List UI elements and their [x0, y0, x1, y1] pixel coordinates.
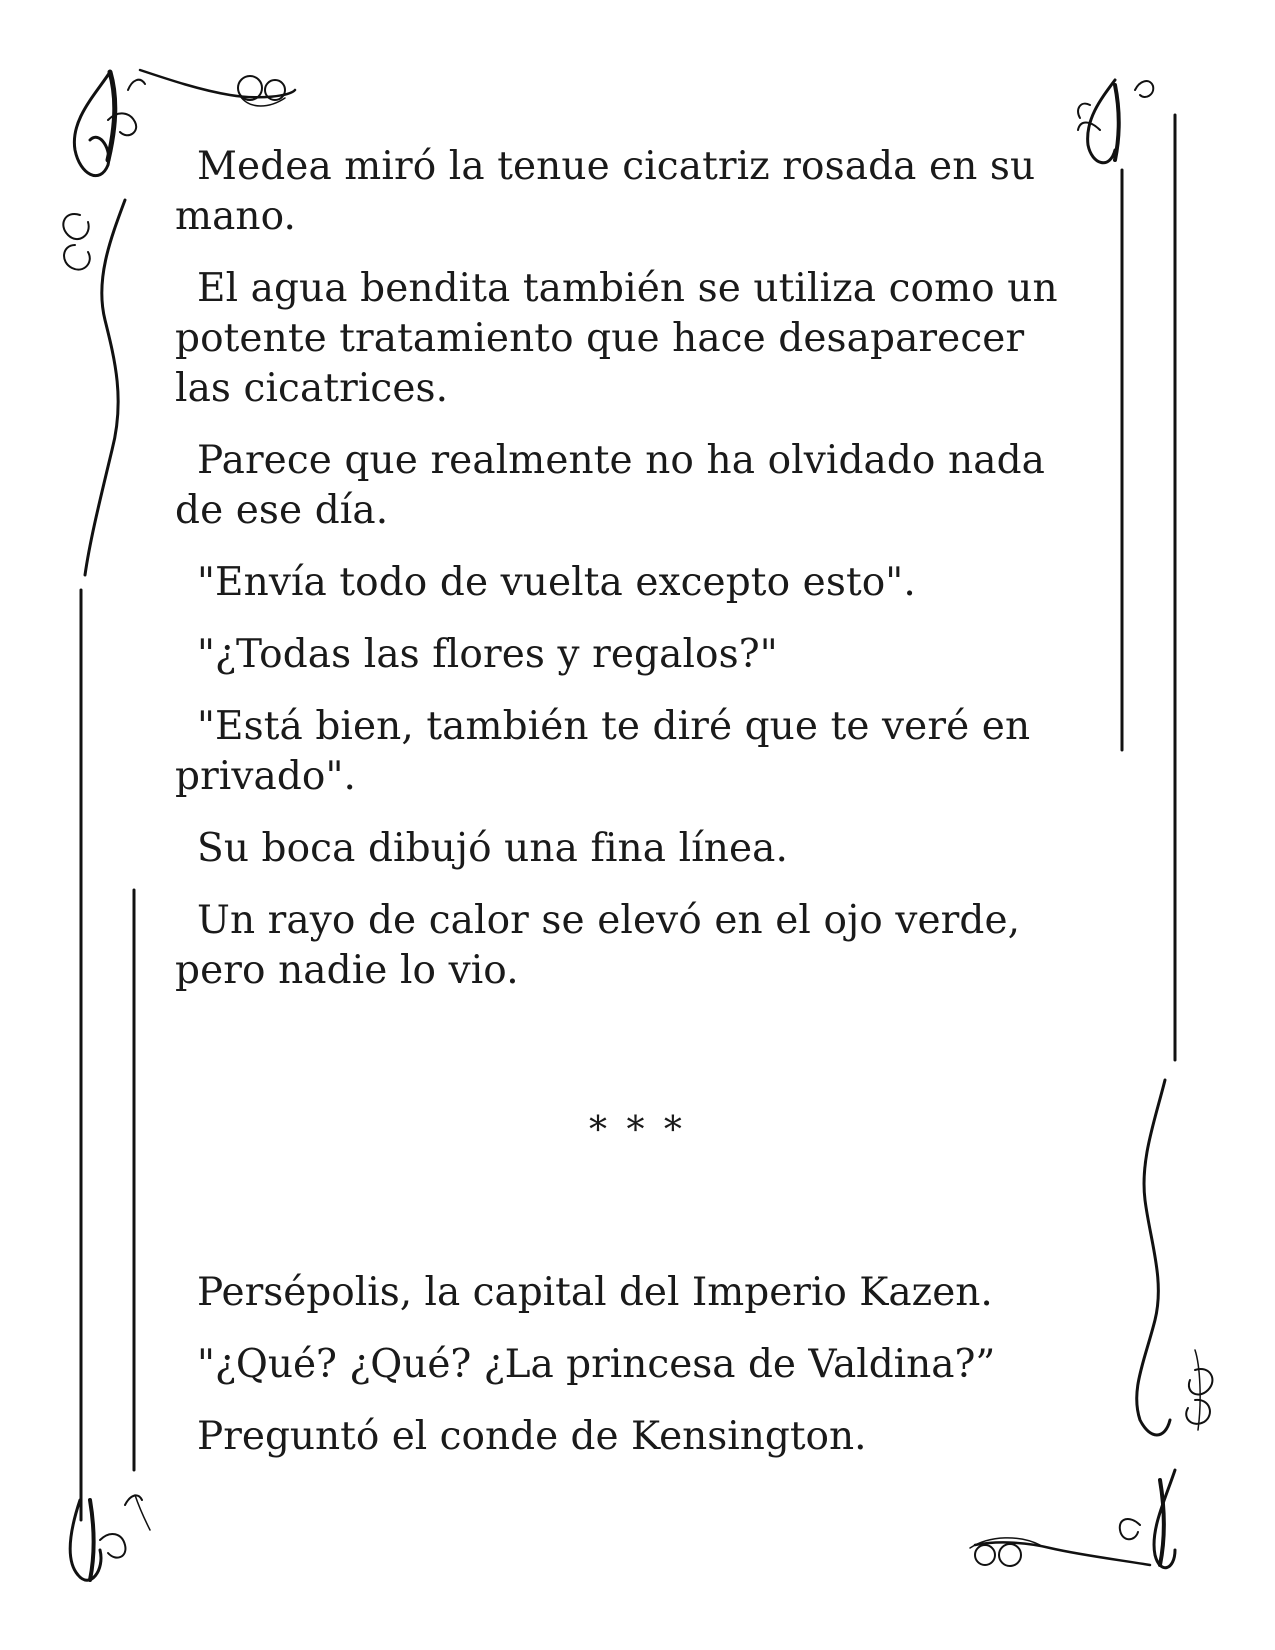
paragraph: Parece que realmente no ha olvidado nada de ese día.: [175, 438, 1045, 533]
paragraph: Un rayo de calor se elevó en el ojo verde, pero nadie lo vio.: [175, 898, 1021, 993]
bottom-left-flourish: [70, 1500, 101, 1580]
paragraph: Persépolis, la capital del Imperio Kazen.: [197, 1270, 993, 1315]
paragraph: Preguntó el conde de Kensington.: [197, 1414, 867, 1459]
paragraph: "¿Todas las flores y regalos?": [197, 632, 778, 677]
bottom-right-flourish: [1154, 1470, 1175, 1568]
top-left-flourish: [74, 72, 110, 176]
main-text-continued: [175, 1268, 1075, 1484]
paragraph: Su boca dibujó una fina línea.: [197, 826, 789, 871]
top-right-flourish: [1088, 80, 1115, 163]
left-upper-curve: [85, 200, 125, 575]
paragraph: "Envía todo de vuelta excepto esto".: [197, 560, 916, 605]
paragraph: El agua bendita también se utiliza como un potente tratamiento que hace desaparecer las cicatrices.: [175, 266, 1058, 411]
paragraph: Medea miró la tenue cicatriz rosada en su mano.: [175, 144, 1036, 239]
main-text: [175, 142, 1075, 1018]
paragraph: "¿Qué? ¿Qué? ¿La princesa de Valdina?”: [197, 1342, 996, 1387]
paragraph: "Está bien, también te diré que te veré en privado".: [175, 704, 1031, 799]
scene-separator: * * *: [589, 1110, 686, 1151]
